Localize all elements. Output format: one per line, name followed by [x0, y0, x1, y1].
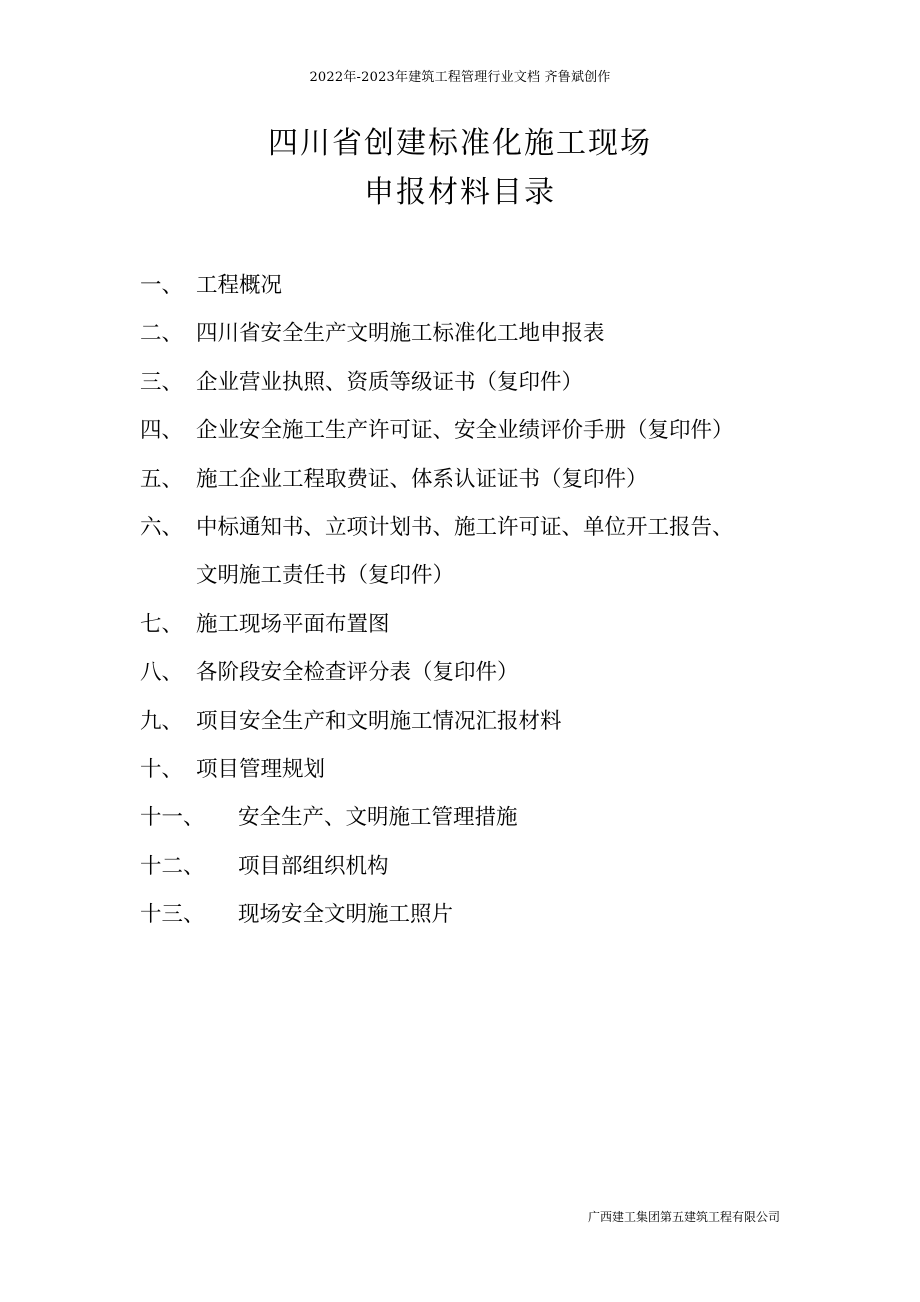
toc-item-text: 企业安全施工生产许可证、安全业绩评价手册（复印件）: [196, 418, 734, 444]
toc-item-text: 四川省安全生产文明施工标准化工地申报表: [196, 321, 605, 347]
toc-item-text: 安全生产、文明施工管理措施: [238, 805, 518, 831]
toc-item: [140, 891, 800, 939]
toc-item: [140, 746, 800, 794]
toc-item-text: 现场安全文明施工照片: [238, 902, 454, 928]
toc-item-text: 工程概况: [196, 273, 283, 298]
toc-item: [140, 504, 800, 552]
document-title-line-1: 四川省创建标准化施工现场: [268, 126, 652, 161]
toc-item-number: 四、: [140, 418, 184, 444]
toc-item-number: 二、: [140, 321, 184, 347]
toc-item-text: 文明施工责任书（复印件）: [196, 563, 455, 589]
toc-item: [140, 310, 800, 358]
toc-item-text: 施工企业工程取费证、体系认证证书（复印件）: [196, 466, 648, 492]
table-of-contents: [140, 262, 800, 939]
toc-item-text: 企业营业执照、资质等级证书（复印件）: [196, 369, 584, 395]
toc-item: [140, 601, 800, 649]
toc-item: [140, 794, 800, 842]
toc-item: [140, 843, 800, 891]
document-title-line-2: 申报材料目录: [364, 175, 556, 210]
toc-item-text: 项目部组织机构: [238, 853, 389, 879]
toc-item-number: 十二、: [140, 853, 205, 879]
page-footer-company: 广西建工集团第五建筑工程有限公司: [587, 1210, 780, 1224]
toc-item: [140, 262, 800, 310]
toc-item-number: 十一、: [140, 805, 205, 831]
toc-item-text: 各阶段安全检查评分表（复印件）: [196, 660, 519, 686]
toc-item-number: 五、: [140, 466, 184, 492]
toc-item-continuation: [140, 552, 800, 600]
toc-item: [140, 359, 800, 407]
toc-item: [140, 456, 800, 504]
toc-item-text: 项目安全生产和文明施工情况汇报材料: [196, 708, 562, 734]
toc-item-number: 八、: [140, 660, 184, 686]
toc-item-text: 中标通知书、立项计划书、施工许可证、单位开工报告、: [196, 514, 734, 540]
toc-item-number: 十、: [140, 756, 184, 782]
toc-item-number: 九、: [140, 708, 184, 734]
toc-item: [140, 649, 800, 697]
toc-item-number: 七、: [140, 611, 184, 637]
toc-item-number: 三、: [140, 369, 184, 395]
page-header: 2022年-2023年建筑工程管理行业文档 齐鲁斌创作: [309, 70, 611, 85]
toc-item-number: 十三、: [140, 902, 205, 928]
toc-item-text: 项目管理规划: [196, 756, 326, 782]
toc-item-number: 一、: [140, 273, 184, 298]
toc-item: [140, 698, 800, 746]
toc-item: [140, 407, 800, 455]
toc-item-number: 六、: [140, 514, 184, 540]
toc-item-text: 施工现场平面布置图: [196, 611, 390, 637]
